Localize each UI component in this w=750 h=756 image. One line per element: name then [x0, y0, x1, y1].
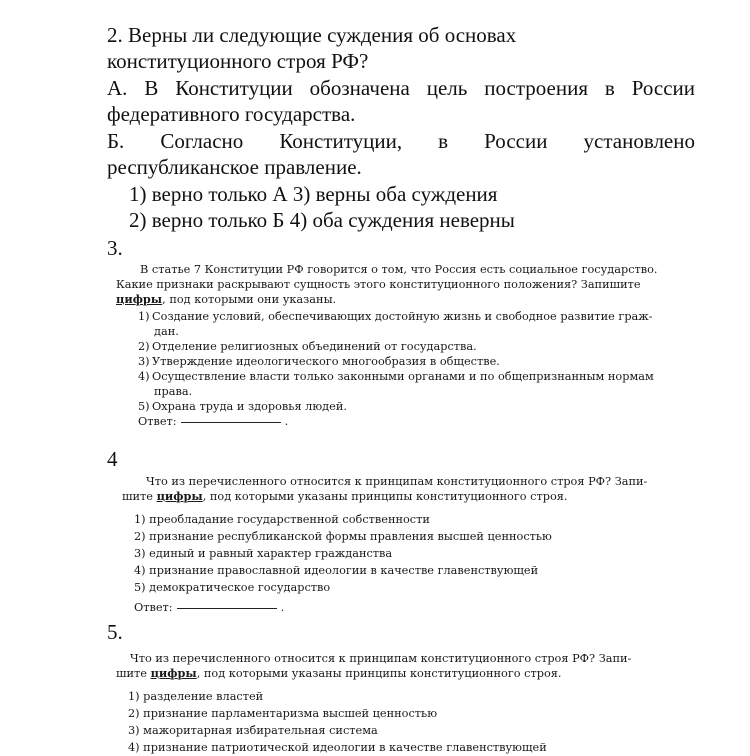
q4-list: [122, 511, 692, 596]
q2-statement-a-line1: А. В Конституции обозначена цель построения в России: [107, 76, 695, 100]
list-item: 1) разделение властей: [128, 690, 264, 703]
answer-line[interactable]: [177, 608, 277, 609]
q3-answer: Ответ: .: [138, 415, 289, 428]
q3-list: [116, 309, 672, 414]
q3-intro-line3: [116, 292, 672, 307]
q2-title-line1: 2. Верны ли следующие суждения об основах: [107, 23, 517, 47]
q5-intro-line2: шите цифры, под которыми указаны принципы конституционного строя.: [116, 666, 562, 680]
q5-number: 5.: [107, 620, 123, 644]
q4-answer: Ответ: .: [134, 601, 285, 614]
q3-digits-word: цифры: [116, 292, 163, 306]
q2-option-row-2: 2) верно только Б 4) оба суждения неверны: [129, 208, 515, 232]
q4-digits-word: цифры: [156, 489, 203, 503]
list-item: 1) преобладание государственной собственности: [134, 513, 430, 526]
list-item: 3) мажоритарная избирательная система: [128, 724, 378, 737]
answer-line[interactable]: [181, 422, 281, 423]
q4-intro-line1: Что из перечисленного относится к принципам конституционного строя РФ? Запи-: [146, 475, 648, 488]
answer-label: Ответ:: [138, 415, 177, 428]
q3-number: 3.: [107, 236, 123, 260]
answer-label: Ответ:: [134, 601, 173, 614]
list-item: 4) признание патриотической идеологии в качестве главенствующей: [128, 741, 547, 754]
q2-statement-a-line2: федеративного государства.: [107, 102, 356, 126]
q3-intro-line1: В статье 7 Конституции РФ говорится о том, что Россия есть социальное государство.: [140, 263, 658, 276]
q2-title-line2: конституционного строя РФ?: [107, 49, 369, 73]
q3-intro-line3-rest: , под которыми они указаны.: [162, 293, 337, 306]
list-item: 3) единый и равный характер гражданства: [134, 547, 393, 560]
list-item: 2) признание республиканской формы правления высшей ценностью: [134, 530, 552, 543]
list-item: 5) демократическое государство: [134, 581, 331, 594]
q4-block: [122, 474, 692, 615]
q5-digits-word: цифры: [150, 666, 197, 680]
q2-statement-b-line2: республиканское правление.: [107, 155, 362, 179]
q5-block: [116, 651, 692, 756]
q5-list: [116, 688, 692, 756]
list-item: 2) признание парламентаризма высшей ценностью: [128, 707, 438, 720]
list-item: 2) Отделение религиозных объединений от государства.: [138, 340, 477, 353]
list-item: 1) Создание условий, обеспечивающих достойную жизнь и свободное развитие граж- дан.: [138, 310, 653, 338]
q4-number: 4: [107, 447, 118, 471]
list-item: 3) Утверждение идеологического многообразия в обществе.: [138, 355, 500, 368]
q2-option-row-1: 1) верно только А 3) верны оба суждения: [129, 182, 498, 206]
q4-intro-line2: шите цифры, под которыми указаны принципы конституционного строя.: [122, 489, 568, 503]
list-item: 4) Осуществление власти только законными органами и по общепризнанным нормам права.: [138, 370, 654, 398]
q3-intro-line2: Какие признаки раскрывают сущность этого конституционного положения? Запишите: [116, 278, 641, 291]
list-item: 4) признание православной идеологии в качестве главенствующей: [134, 564, 539, 577]
q5-intro-line1: Что из перечисленного относится к принципам конституционного строя РФ? Запи-: [130, 652, 632, 665]
list-item: 5) Охрана труда и здоровья людей.: [138, 400, 347, 413]
q2-statement-b-line1: Б. Согласно Конституции, в России установлено: [107, 129, 695, 153]
q3-block: [116, 262, 672, 429]
